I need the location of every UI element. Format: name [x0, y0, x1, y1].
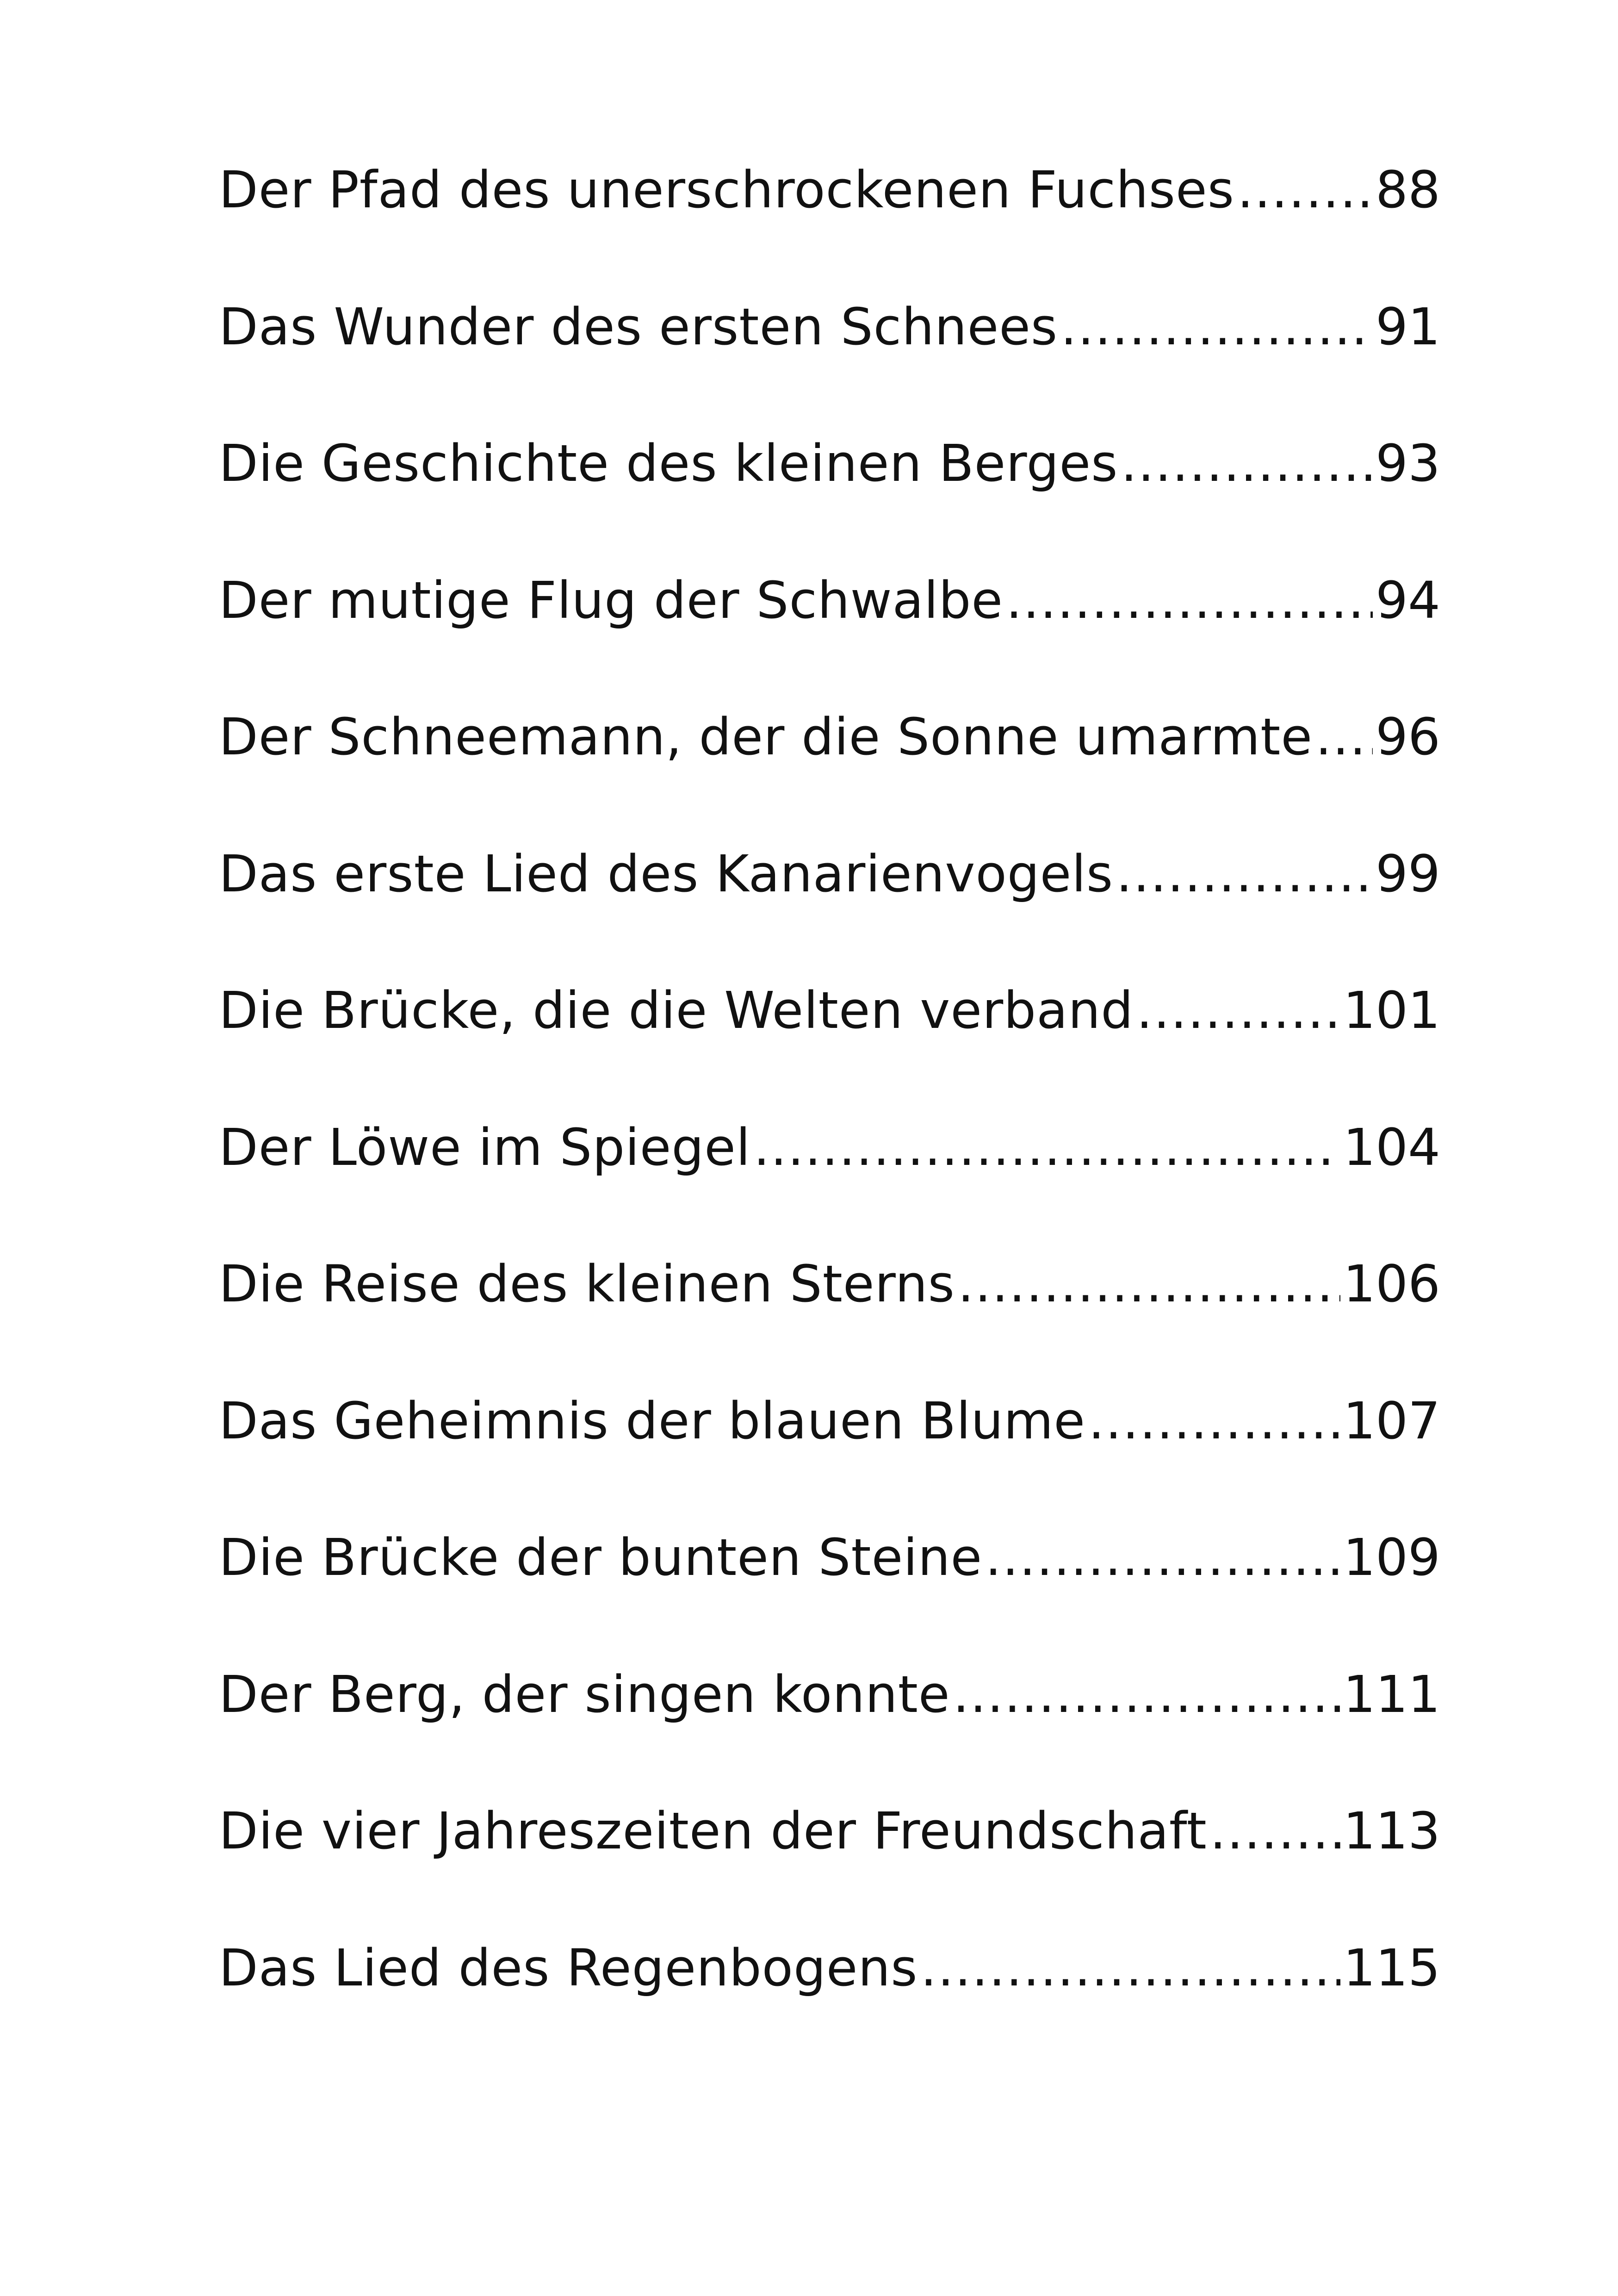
toc-entry-title: Das Lied des Regenbogens — [219, 1938, 918, 1997]
toc-entry — [219, 1662, 1440, 1799]
toc-dot-leader — [1116, 841, 1373, 906]
toc-page-number: 96 — [1376, 707, 1440, 766]
toc-dot-leader — [1121, 431, 1373, 496]
toc-dot-leader — [985, 1525, 1340, 1590]
toc-dot-leader — [1315, 704, 1373, 769]
toc-dot-leader — [1237, 157, 1373, 222]
toc-entry — [219, 1935, 1440, 2072]
toc-entry-title: Der Löwe im Spiegel — [219, 1117, 751, 1177]
toc-entry-title: Die Brücke der bunten Steine — [219, 1528, 983, 1587]
toc-page-number: 94 — [1376, 570, 1440, 630]
toc-page-number: 99 — [1376, 844, 1440, 903]
toc-dot-leader — [1136, 978, 1340, 1043]
toc-entry-title: Die Geschichte des kleinen Berges — [219, 434, 1118, 493]
toc-entry — [219, 1388, 1440, 1525]
toc-entry-title: Der Schneemann, der die Sonne umarmte — [219, 707, 1313, 766]
toc-entry — [219, 157, 1440, 294]
toc-entry — [219, 1251, 1440, 1388]
toc-entry — [219, 1115, 1440, 1252]
toc-entry-title: Das Wunder des ersten Schnees — [219, 297, 1058, 356]
toc-entry-title: Die Reise des kleinen Sterns — [219, 1254, 955, 1313]
toc-page-number: 93 — [1376, 434, 1440, 493]
toc-entry-title: Das Geheimnis der blauen Blume — [219, 1391, 1086, 1450]
toc-page-number: 113 — [1343, 1801, 1440, 1860]
toc-entry-title: Die vier Jahreszeiten der Freundschaft — [219, 1801, 1207, 1860]
toc-page-number: 115 — [1343, 1938, 1440, 1997]
toc-dot-leader — [921, 1935, 1341, 2000]
toc-entry — [219, 568, 1440, 705]
toc-entry — [219, 704, 1440, 841]
toc-dot-leader — [953, 1662, 1340, 1727]
toc-entry — [219, 1798, 1440, 1935]
toc-entry-title: Der Pfad des unerschrockenen Fuchses — [219, 160, 1235, 219]
toc-dot-leader — [1006, 568, 1373, 633]
toc-page-number: 109 — [1343, 1528, 1440, 1587]
toc-entry-title: Das erste Lied des Kanarienvogels — [219, 844, 1114, 903]
toc-entry — [219, 431, 1440, 568]
toc-dot-leader — [1060, 294, 1373, 359]
toc-entry-title: Der Berg, der singen konnte — [219, 1664, 950, 1724]
toc-page-number: 104 — [1343, 1117, 1440, 1177]
toc-page-number: 107 — [1343, 1391, 1440, 1450]
toc-dot-leader — [753, 1115, 1340, 1180]
toc-entry — [219, 294, 1440, 431]
toc-page-number: 91 — [1376, 297, 1440, 356]
toc-dot-leader — [958, 1251, 1340, 1316]
toc-page-number: 101 — [1343, 981, 1440, 1040]
toc-page-number: 106 — [1343, 1254, 1440, 1313]
toc-entry — [219, 841, 1440, 978]
toc-page-number: 88 — [1376, 160, 1440, 219]
toc-page-number: 111 — [1343, 1664, 1440, 1724]
toc-dot-leader — [1210, 1798, 1340, 1863]
toc-entry — [219, 1525, 1440, 1662]
table-of-contents — [219, 157, 1440, 2072]
toc-dot-leader — [1088, 1388, 1340, 1453]
toc-entry-title: Der mutige Flug der Schwalbe — [219, 570, 1004, 630]
toc-entry-title: Die Brücke, die die Welten verband — [219, 981, 1134, 1040]
toc-entry — [219, 978, 1440, 1115]
